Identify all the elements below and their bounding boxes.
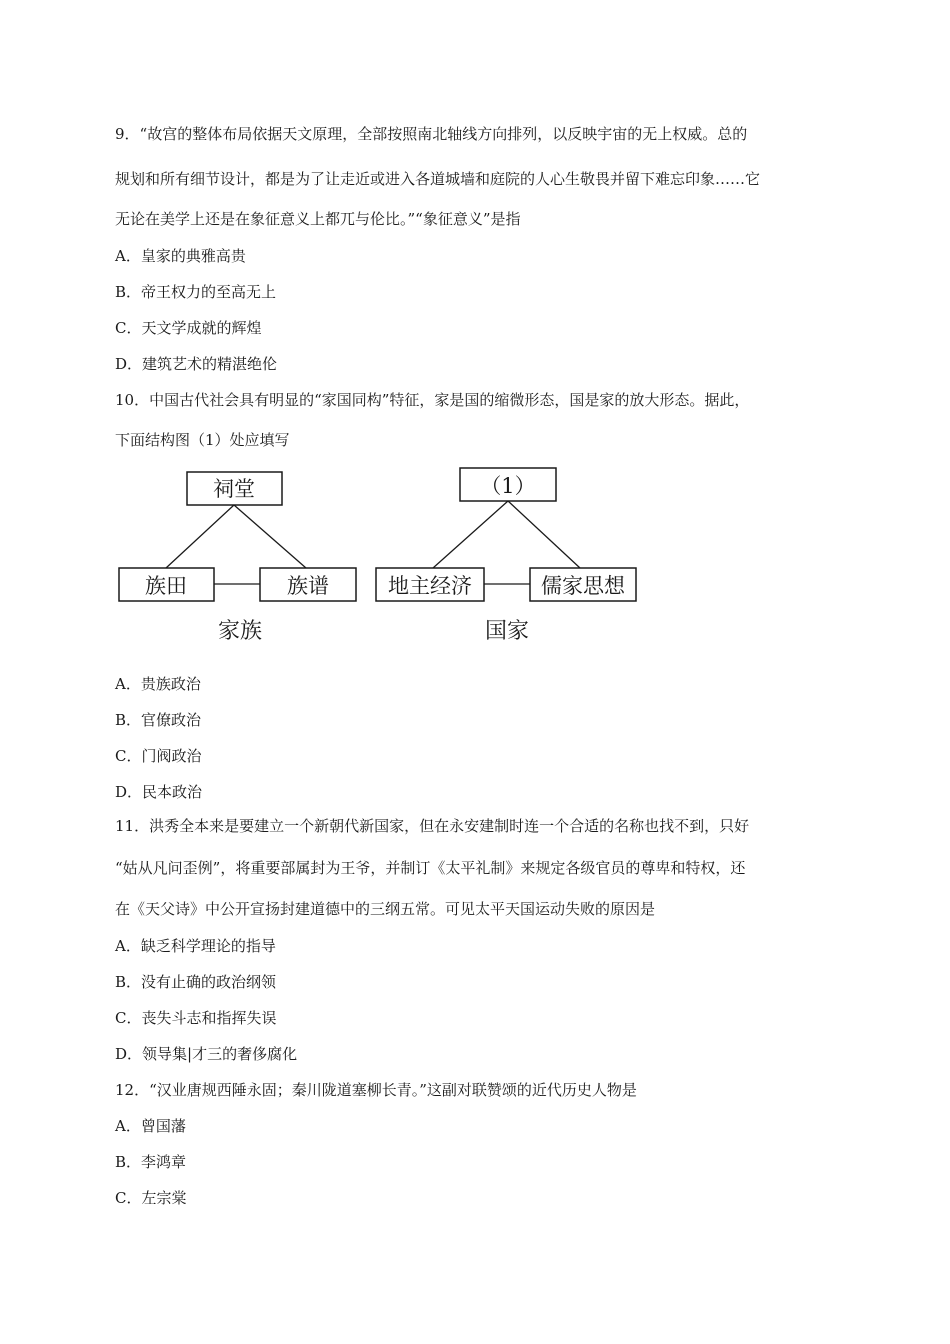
- q11-option-a: A．缺乏科学理论的指导: [115, 937, 276, 955]
- q9-option-a: A．皇家的典雅高贵: [115, 247, 246, 265]
- q10-stem-line-1: 10．中国古代社会具有明显的“家国同构”特征，家是国的缩微形态，国是家的放大形态。据此，: [115, 391, 750, 409]
- q11-stem-line-2: “姑从凡问歪例”，将重要部属封为王爷，并制订《太平礼制》来规定各级官员的尊卑和特权，还: [115, 859, 746, 877]
- q9-option-d: D．建筑艺术的精湛绝伦: [115, 355, 278, 373]
- q10-option-d: D．民本政治: [115, 783, 203, 801]
- q10-stem-line-2: 下面结构图（1）处应填写: [115, 431, 290, 449]
- state-right-label: 儒家思想: [541, 574, 625, 598]
- state-right-branch: [508, 501, 580, 568]
- q9-option-c: C．天文学成就的辉煌: [115, 319, 262, 337]
- q10-option-c: C．门阀政治: [115, 747, 202, 765]
- state-left-label: 地主经济: [388, 574, 472, 598]
- q9-option-b: B．帝王权力的至高无上: [115, 283, 277, 301]
- q12-option-b: B．李鸿章: [115, 1153, 187, 1171]
- q12-stem-line-1: 12．“汉业唐规西陲永固；秦川陇道塞柳长青。”这副对联赞颂的近代历史人物是: [115, 1081, 637, 1099]
- family-caption: 家族: [217, 619, 263, 644]
- family-right-branch: [234, 505, 306, 568]
- state-top-label: （1）: [480, 474, 536, 498]
- family-right-label: 族谱: [287, 574, 329, 598]
- q12-option-a: A．曾国藩: [115, 1117, 186, 1135]
- family-top-label: 祠堂: [213, 477, 255, 501]
- q11-option-b: B．没有止确的政治纲领: [115, 973, 277, 991]
- q10-option-a: A．贵族政治: [115, 675, 201, 693]
- q9-stem-line-1: 9．“故宫的整体布局依据天文原理，全部按照南北轴线方向排列，以反映宇宙的无上权威。总的: [115, 125, 748, 143]
- q10-option-b: B．官僚政治: [115, 711, 202, 729]
- q11-option-d: D．领导集|才三的奢侈腐化: [115, 1045, 298, 1063]
- state-caption: 国家: [484, 619, 530, 644]
- q11-stem-line-1: 11．洪秀全本来是要建立一个新朝代新国家，但在永安建制时连一个合适的名称也找不到，只好: [115, 817, 750, 835]
- state-left-branch: [433, 501, 508, 568]
- q11-option-c: C．丧失斗志和指挥失误: [115, 1009, 277, 1027]
- family-state-structure-diagram: [110, 462, 650, 652]
- family-left-label: 族田: [145, 574, 187, 598]
- family-left-branch: [166, 505, 234, 568]
- q9-stem-line-3: 无论在美学上还是在象征意义上都兀与伦比。”“象征意义”是指: [115, 210, 521, 228]
- q9-stem-line-2: 规划和所有细节设计，都是为了让走近或进入各道城墙和庭院的人心生敬畏并留下难忘印象……它: [115, 170, 761, 188]
- q11-stem-line-3: 在《天父诗》中公开宣扬封建道德中的三纲五常。可见太平天国运动失败的原因是: [115, 900, 656, 918]
- q12-option-c: C．左宗棠: [115, 1189, 187, 1207]
